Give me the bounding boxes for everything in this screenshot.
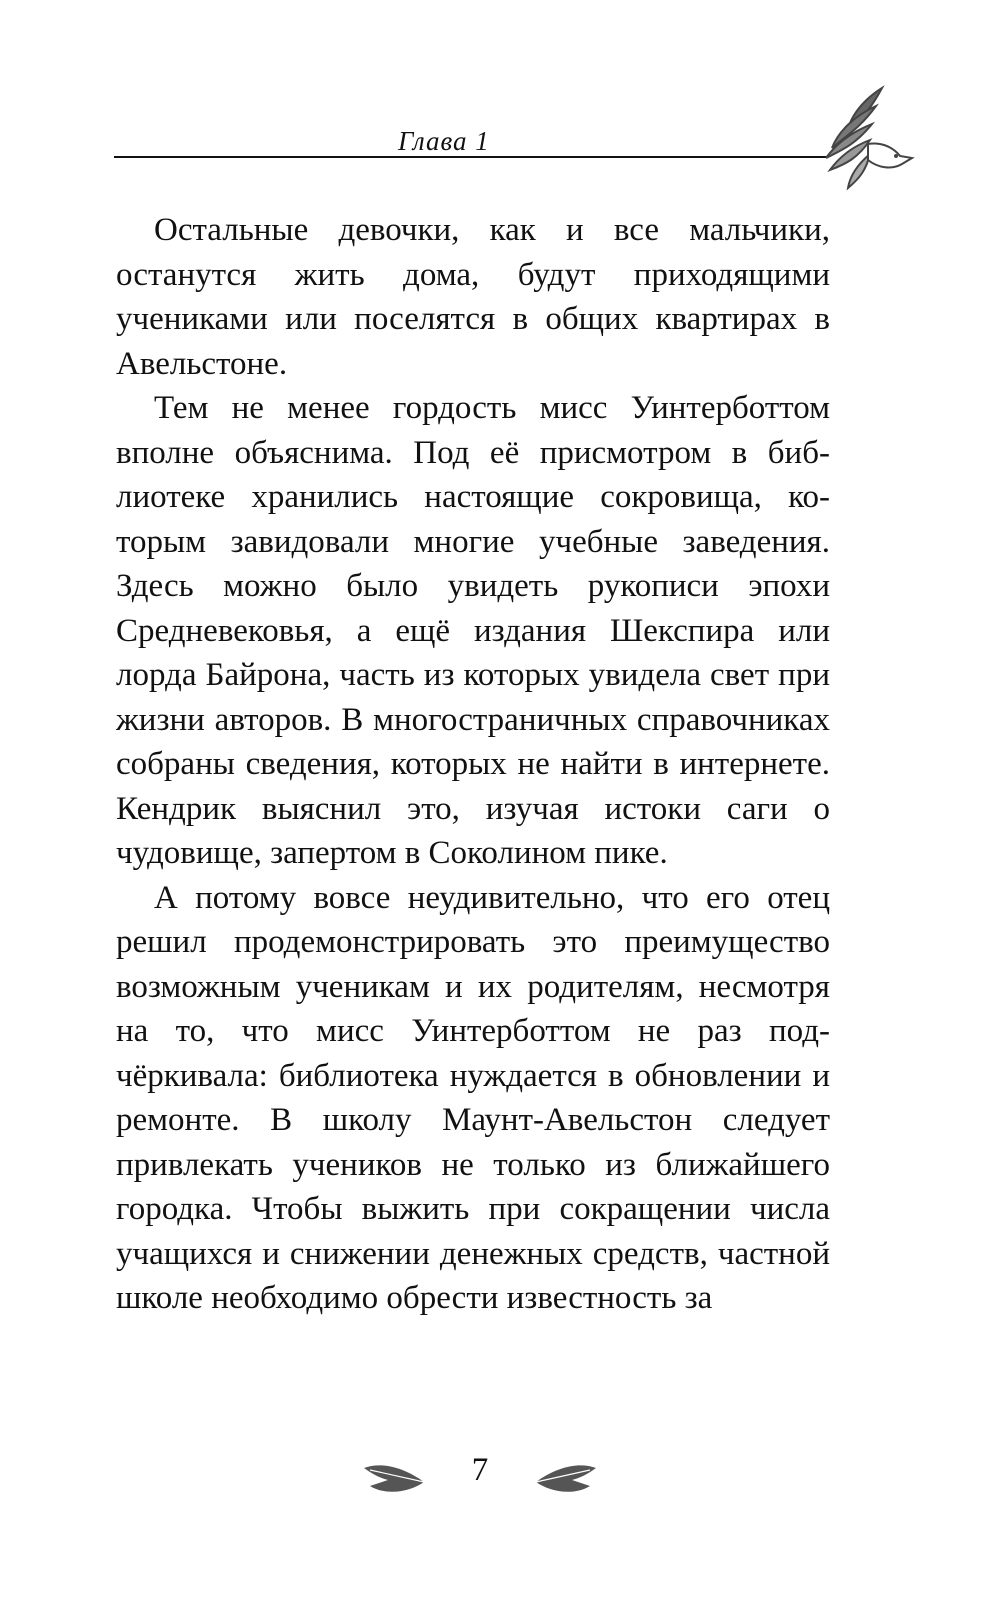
page-number: 7 — [471, 1452, 489, 1488]
paragraph-2: Тем не менее гордость мисс Уинтерботтом вполне объяснима. Под её присмотром в библиотеке хранились настоящие сокровища, которым завидовали многие учебные заведения. Здесь можно было увидеть рукописи эпохи Средневековья, а ещё издания Шекспира или лорда Байрона, часть из которых увидела свет при жизни авторов. В многостраничных справочниках собраны сведения, которых не найти в интернете. Кендрик выяснил это, изучая истоки саги о чудовище, запертом в Соколином пике. — [116, 390, 830, 871]
paragraph-3: А потому вовсе неудивительно, что его отец решил продемонстрировать это преимущество возможным ученикам и их родителям, несмотря на то, что мисс Уинтерботтом не раз подчёркивала: библиотека нуждается в обновлении и ремонте. В школу Маунт-Авельстон следует привлекать учеников не только из ближайшего городка. Чтобы выжить при сокращении числа учащихся и снижении денежных средств, частной школе необходимо обрести известность за — [116, 879, 830, 1316]
page-footer — [0, 1452, 1000, 1512]
feather-icon — [362, 1462, 428, 1496]
paragraph-1: Остальные девочки, как и все мальчики, останутся жить дома, будут приходящими учениками или поселятся в общих квартирах в Авельстоне. — [116, 212, 830, 382]
wing-icon — [820, 84, 920, 196]
chapter-title: Глава 1 — [398, 126, 490, 156]
body-text — [116, 208, 830, 1321]
feather-icon — [532, 1462, 598, 1496]
